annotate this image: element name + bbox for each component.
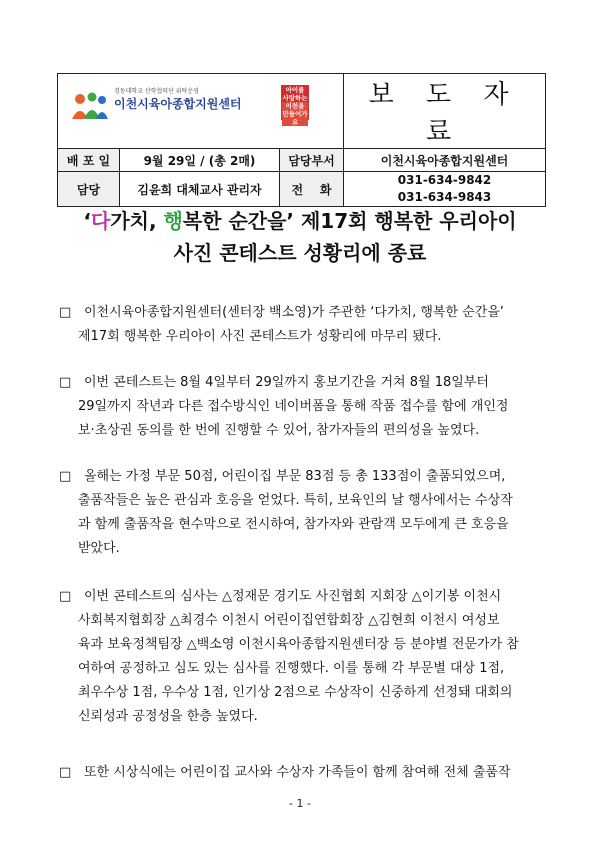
department-label: 담당부서 bbox=[280, 149, 344, 172]
logo-cell bbox=[58, 74, 344, 149]
logo-figures-icon bbox=[70, 91, 110, 121]
paragraph-line: 제17회 행복한 우리아이 사진 콘테스트가 성황리에 마무리 됐다. bbox=[78, 329, 442, 344]
contact-label: 담당 bbox=[58, 172, 120, 207]
bullet-box-icon: □ bbox=[59, 375, 72, 390]
contact-value: 김윤희 대체교사 관리자 bbox=[120, 172, 280, 207]
headline-line-2: 사진 콘테스트 성황리에 종료 bbox=[173, 241, 427, 265]
logo-name: 이천시육아종합지원센터 bbox=[114, 97, 242, 111]
press-release-title: 보 도 자 료 bbox=[344, 74, 546, 149]
paragraph-line: 29일까지 작년과 다른 접수방식인 네이버폼을 통해 작품 접수를 함에 개인정 bbox=[78, 399, 509, 414]
paragraph-5 bbox=[61, 761, 549, 785]
paragraph-line: 이번 콘테스트의 심사는 △정재문 경기도 사진협회 지회장 △이기봉 이천시 bbox=[84, 589, 502, 604]
paragraph-line: 또한 시상식에는 어린이집 교사와 수상자 가족들이 함께 참여해 전체 출품작 bbox=[84, 765, 511, 780]
headline-line-1 bbox=[0, 205, 600, 234]
headline-highlight-1: 다 bbox=[90, 209, 111, 233]
logo-badge-top: 아이를 사랑하는 bbox=[282, 86, 308, 102]
paragraph-4 bbox=[61, 585, 549, 729]
paragraph-line: 올해는 가정 부문 50점, 어린이집 부문 83점 등 총 133점이 출품되었으며, bbox=[84, 469, 506, 484]
logo-badge-bottom: 이천을 만들어가요 bbox=[282, 102, 308, 126]
department-value: 이천시육아종합지원센터 bbox=[344, 149, 546, 172]
headline-highlight-2: 행 bbox=[163, 209, 183, 233]
headline-mid: 가치, bbox=[110, 209, 164, 233]
paragraph-line: 여하여 공정하고 심도 있는 심사를 진행했다. 이를 통해 각 부문별 대상 1점, bbox=[78, 661, 505, 676]
paragraph-1 bbox=[61, 301, 549, 349]
phone-number-1: 031-634-9842 bbox=[397, 173, 492, 187]
phone-values bbox=[344, 172, 546, 207]
logo-subtitle: 경동대학교 산학협력단 위탁운영 bbox=[114, 88, 199, 95]
center-logo bbox=[70, 85, 320, 126]
distribution-value: 9월 29일 / (총 2매) bbox=[120, 149, 280, 172]
distribution-label: 배 포 일 bbox=[58, 149, 120, 172]
bullet-box-icon: □ bbox=[59, 469, 72, 484]
paragraph-line: 이번 콘테스트는 8월 4일부터 29일까지 홍보기간을 거쳐 8월 18일부터 bbox=[84, 375, 489, 390]
paragraph-line: 출품작들은 높은 관심과 호응을 얻었다. 특히, 보육인의 날 행사에서는 수상작 bbox=[78, 493, 513, 508]
page-number: - 1 - bbox=[289, 797, 311, 810]
paragraph-3 bbox=[61, 465, 549, 561]
paragraph-line: 사회복지협회장 △최경수 이천시 어린이집연합회장 △김현희 이천시 여성보 bbox=[78, 613, 500, 628]
bullet-box-icon: □ bbox=[59, 305, 72, 320]
press-header-table bbox=[57, 73, 546, 207]
paragraph-line: 신뢰성과 공정성을 한층 높였다. bbox=[78, 709, 258, 724]
paragraph-line: 보·초상권 동의를 한 번에 진행할 수 있어, 참가자들의 편의성을 높였다. bbox=[78, 423, 480, 438]
headline-rest: 복한 순간을’ 제17회 행복한 우리아이 bbox=[182, 209, 517, 233]
paragraph-line: 육과 보육정책팀장 △백소영 이천시육아종합지원센터장 등 분야별 전문가가 참 bbox=[78, 637, 519, 652]
bullet-box-icon: □ bbox=[59, 765, 72, 780]
paragraph-2 bbox=[61, 371, 549, 443]
phone-number-2: 031-634-9843 bbox=[397, 190, 492, 204]
phone-label: 전 화 bbox=[280, 172, 344, 207]
paragraph-line: 과 함께 출품작을 현수막으로 전시하여, 참가자와 관람객 모두에게 큰 호응을 bbox=[78, 517, 509, 532]
bullet-box-icon: □ bbox=[59, 589, 72, 604]
paragraph-line: 받았다. bbox=[78, 541, 120, 556]
paragraph-line: 이천시육아종합지원센터(센터장 백소영)가 주관한 ‘다가치, 행복한 순간을’ bbox=[84, 305, 504, 320]
headline-quote-open: ‘ bbox=[83, 209, 91, 233]
logo-badge bbox=[281, 85, 309, 126]
paragraph-line: 최우수상 1점, 우수상 1점, 인기상 2점으로 수상작이 신중하게 선정돼 대회의 bbox=[78, 685, 513, 700]
